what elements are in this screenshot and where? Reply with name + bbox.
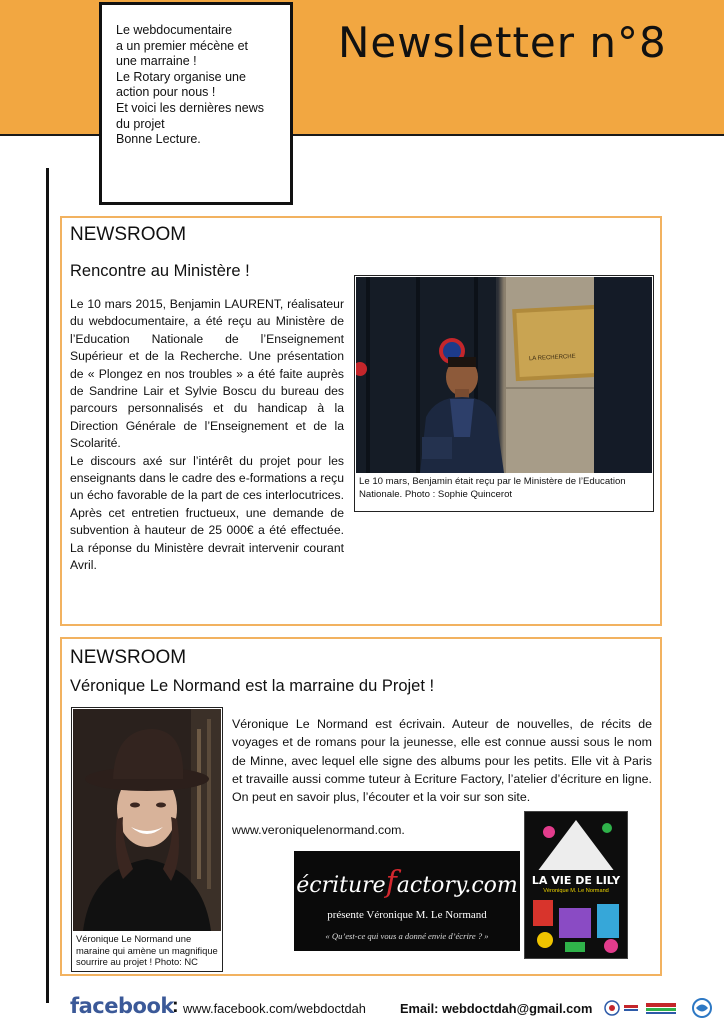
ministry-photo: [356, 277, 652, 473]
intro-line: Le Rotary organise une: [116, 69, 246, 84]
photo-caption: Véronique Le Normand une maraine qui amène un magnifique sourrire au projet ! Photo: NC: [76, 933, 218, 967]
article-paragraph: Le discours axé sur l’intérêt du projet pour les enseignants dans le cadre des e-formations a reçu un écho favorable de la part de ces interlocutrices. Après cet entretien fructueux, une demande de subvention à hauteur de 25 000€ a été effectuée. La réponse du Ministère devrait intervenir courant Avril.: [70, 453, 344, 573]
intro-line: du projet: [116, 116, 165, 131]
book-title: LA VIE DE LILY: [531, 874, 621, 887]
newsletter-title: Newsletter n°8: [338, 18, 667, 67]
article-paragraph: Véronique Le Normand est écrivain. Auteur de nouvelles, de récits de voyages et de romans pour la jeunesse, elle est connue aussi sous le nom de Minne, avec lequel elle signe des albums pour les petits. Elle vit à Paris et travaille aussi comme tuteur à Ecriture Factory, l’atelier d’écriture en ligne. On peut en savoir plus, l’écouter et la voir sur son site.: [232, 717, 652, 805]
intro-line: une marraine !: [116, 54, 197, 69]
intro-line: Et voici les dernières news: [116, 100, 264, 115]
logo-presents: présente Véronique M. Le Normand: [327, 909, 487, 921]
website-link[interactable]: www.veroniquelenormand.com.: [232, 823, 405, 837]
section-label: NEWSROOM: [70, 224, 187, 245]
logo-name-f: f: [385, 865, 397, 900]
section-heading: Rencontre au Ministère !: [70, 262, 250, 280]
intro-line: action pour nous !: [116, 85, 216, 100]
ministry-photo-frame: [354, 275, 654, 512]
photo-caption: Le 10 mars, Benjamin était reçu par le Ministère de l’Education Nationale. Photo : Sophie Quincerot: [359, 476, 626, 500]
facebook-url-link[interactable]: www.facebook.com/webdoctdah: [183, 1001, 366, 1016]
book-author: Véronique M. Le Normand: [543, 888, 609, 894]
portrait-photo: [73, 709, 221, 931]
left-rule: [46, 168, 49, 1003]
intro-line: Bonne Lecture.: [116, 132, 201, 147]
plaque-text: LA RECHERCHE: [528, 353, 576, 363]
footer-colon: :: [172, 995, 179, 1017]
intro-line: Le webdocumentaire: [116, 23, 233, 37]
article-body: [232, 715, 652, 806]
section-heading: Véronique Le Normand est la marraine du Projet !: [70, 677, 435, 695]
ministry-photo-illustration: [356, 277, 652, 473]
intro-line: a un premier mécène et: [116, 38, 249, 53]
section-label: NEWSROOM: [70, 647, 187, 668]
ecriture-factory-logo: [294, 851, 520, 951]
portrait-illustration: [73, 709, 221, 931]
newsroom-section-ministry: [60, 216, 662, 626]
article-paragraph: Le 10 mars 2015, Benjamin LAURENT, réalisateur du webdocumentaire, a été reçu au Ministère de l’Education Nationale de l’Enseignement Supérieur et de la Recherche. Une présentation de « Plongez en nos troubles » a été faite auprès de Sandrine Lair et Sylvie Boscu du bureau des parcours personnalisés et du handicap à la Direction Générale de l’Enseignement et de la Scolarité.: [70, 297, 344, 451]
partner-logos-icon: [602, 996, 722, 1020]
logo-name-part: actory.com: [396, 873, 518, 898]
logo-quote: « Qu’est-ce qui vous a donné envie d’écrire ? »: [325, 931, 489, 941]
article-body: [70, 296, 344, 575]
logo-name: [294, 865, 520, 900]
facebook-logo-icon[interactable]: facebook: [70, 994, 174, 1018]
logo-name-part: écriture: [296, 873, 386, 898]
newsroom-section-godmother: [60, 637, 662, 976]
footer: [70, 994, 720, 1020]
portrait-photo-frame: [71, 707, 223, 972]
email-address[interactable]: Email: webdoctdah@gmail.com: [400, 1001, 593, 1016]
intro-box: [99, 2, 293, 205]
book-cover: [524, 811, 628, 959]
